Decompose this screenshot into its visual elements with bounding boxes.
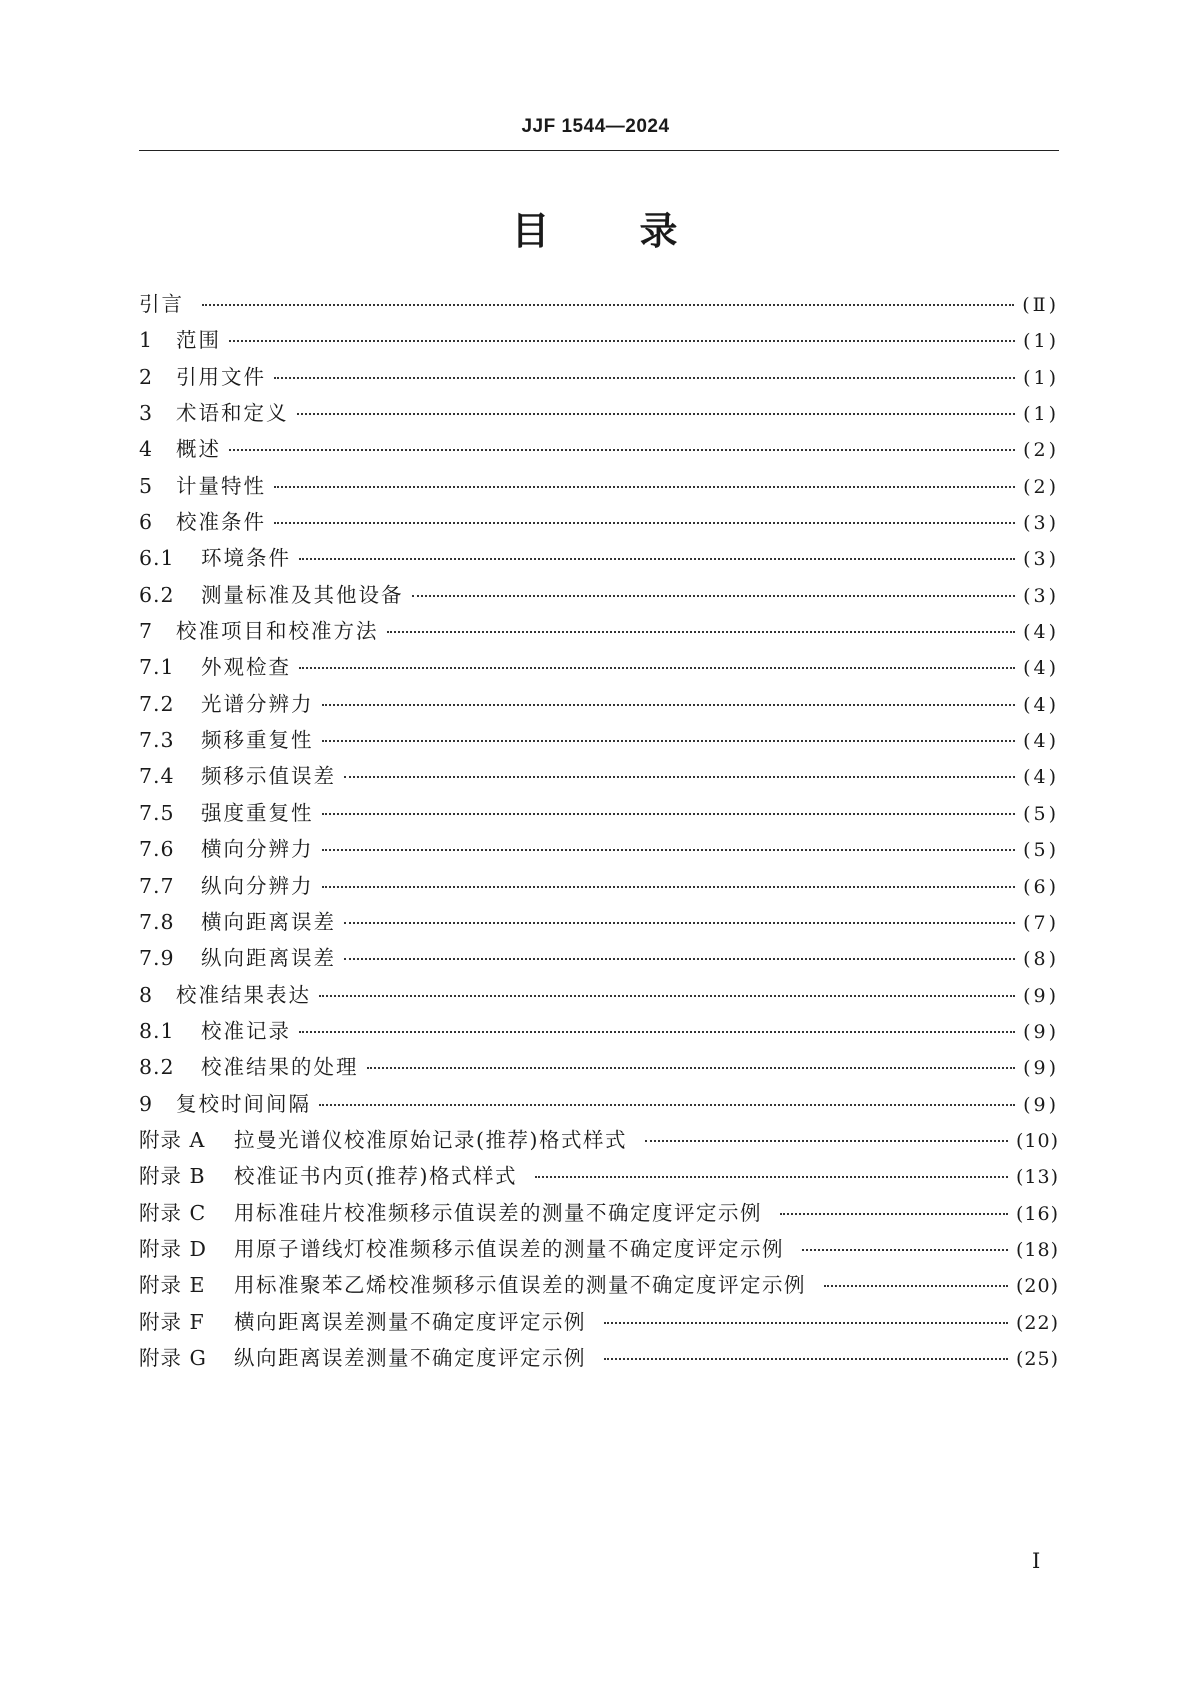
toc-entry[interactable] xyxy=(139,541,1059,577)
toc-entry-page: (3) xyxy=(1023,512,1059,535)
toc-entry-number: 5 xyxy=(139,473,154,498)
toc-entry-label: 引言 xyxy=(139,292,184,316)
toc-leader-dots xyxy=(229,449,1015,451)
toc-entry-label: 校准项目和校准方法 xyxy=(176,619,379,644)
toc-entry-number: 附录 G xyxy=(139,1345,207,1370)
toc-entry-label: 频移重复性 xyxy=(201,728,314,753)
toc-entry[interactable] xyxy=(139,1341,1059,1377)
toc-entry-label: 纵向距离误差测量不确定度评定示例 xyxy=(234,1345,586,1370)
toc-entry-page: (13) xyxy=(1015,1166,1059,1189)
toc-entry-number: 4 xyxy=(139,437,154,462)
toc-leader-dots xyxy=(604,1358,1008,1360)
toc-leader-dots xyxy=(604,1322,1008,1324)
toc-entry-number: 9 xyxy=(139,1091,154,1116)
toc-leader-dots xyxy=(319,1104,1015,1106)
toc-leader-dots xyxy=(297,413,1016,415)
toc-entry-number: 7 xyxy=(139,619,154,644)
toc-entry-label: 用标准聚苯乙烯校准频移示值误差的测量不确定度评定示例 xyxy=(234,1273,806,1298)
toc-entry-page: (2) xyxy=(1023,439,1059,462)
toc-entry-label: 环境条件 xyxy=(201,546,291,571)
toc-leader-dots xyxy=(367,1067,1016,1069)
toc-entry-page: (22) xyxy=(1015,1311,1059,1334)
toc-entry-number: 6.1 xyxy=(139,546,175,571)
toc-entry[interactable] xyxy=(139,614,1059,650)
toc-entry-number: 7.6 xyxy=(139,837,175,862)
toc-entry-page: (1) xyxy=(1023,330,1059,353)
toc-entry-label: 概述 xyxy=(176,437,221,462)
toc-entry-page: (4) xyxy=(1023,730,1059,753)
toc-entry[interactable] xyxy=(139,505,1059,541)
toc-entry[interactable] xyxy=(139,1196,1059,1232)
toc-entry-label: 纵向距离误差 xyxy=(201,946,336,971)
page-number: Ⅰ xyxy=(1032,1549,1041,1573)
toc-entry[interactable] xyxy=(139,323,1059,359)
toc-entry-number: 7.4 xyxy=(139,764,175,789)
toc-entry[interactable] xyxy=(139,432,1059,468)
toc-entry-page: (3) xyxy=(1023,548,1059,571)
toc-entry-label: 横向距离误差测量不确定度评定示例 xyxy=(234,1309,586,1334)
toc-entry-number: 附录 A xyxy=(139,1127,206,1152)
toc-leader-dots xyxy=(824,1285,1008,1287)
toc-entry-page: (9) xyxy=(1023,1020,1059,1043)
toc-entry[interactable] xyxy=(139,905,1059,941)
toc-entry-number: 8.1 xyxy=(139,1018,175,1043)
toc-entry-page: (1) xyxy=(1023,366,1059,389)
toc-entry[interactable] xyxy=(139,759,1059,795)
toc-leader-dots xyxy=(202,304,1014,306)
toc-entry[interactable] xyxy=(139,1050,1059,1086)
toc-entry[interactable] xyxy=(139,1268,1059,1304)
toc-entry-label: 拉曼光谱仪校准原始记录(推荐)格式样式 xyxy=(234,1127,627,1152)
toc-leader-dots xyxy=(322,849,1016,851)
toc-entry-page: (5) xyxy=(1023,839,1059,862)
toc-leader-dots xyxy=(344,776,1015,778)
toc-leader-dots xyxy=(274,377,1015,379)
toc-entry-page: (4) xyxy=(1023,766,1059,789)
toc-entry-number: 7.3 xyxy=(139,728,175,753)
toc-entry[interactable] xyxy=(139,978,1059,1014)
table-of-contents xyxy=(139,287,1059,1377)
toc-entry-number: 6.2 xyxy=(139,582,175,607)
toc-entry-label: 光谱分辨力 xyxy=(201,691,314,716)
toc-entry[interactable] xyxy=(139,1305,1059,1341)
toc-leader-dots xyxy=(535,1176,1008,1178)
toc-entry-label: 校准条件 xyxy=(176,510,266,535)
toc-entry-number: 6 xyxy=(139,510,154,535)
toc-entry-page: (Ⅱ) xyxy=(1022,294,1059,316)
toc-entry-number: 1 xyxy=(139,328,154,353)
toc-entry-number: 7.9 xyxy=(139,946,175,971)
toc-entry[interactable] xyxy=(139,1123,1059,1159)
toc-entry-page: (5) xyxy=(1023,802,1059,825)
toc-leader-dots xyxy=(322,704,1016,706)
toc-entry-label: 用标准硅片校准频移示值误差的测量不确定度评定示例 xyxy=(234,1200,762,1225)
toc-entry[interactable] xyxy=(139,687,1059,723)
toc-leader-dots xyxy=(229,340,1015,342)
toc-entry-page: (20) xyxy=(1015,1275,1059,1298)
toc-entry[interactable] xyxy=(139,1232,1059,1268)
toc-entry-page: (4) xyxy=(1023,657,1059,680)
toc-entry-page: (2) xyxy=(1023,475,1059,498)
toc-leader-dots xyxy=(387,631,1016,633)
toc-entry-number: 附录 E xyxy=(139,1273,206,1298)
title-char-right: 录 xyxy=(639,209,680,253)
toc-entry-page: (6) xyxy=(1023,875,1059,898)
toc-leader-dots xyxy=(344,922,1015,924)
toc-leader-dots xyxy=(299,667,1015,669)
toc-leader-dots xyxy=(274,486,1015,488)
toc-entry[interactable] xyxy=(139,469,1059,505)
toc-entry-number: 附录 D xyxy=(139,1236,207,1261)
toc-leader-dots xyxy=(802,1249,1008,1251)
toc-leader-dots xyxy=(412,595,1016,597)
title-char-left: 目 xyxy=(511,209,552,253)
toc-entry-page: (4) xyxy=(1023,693,1059,716)
toc-entry-number: 8.2 xyxy=(139,1055,175,1080)
toc-leader-dots xyxy=(322,886,1016,888)
document-code: JJF 1544—2024 xyxy=(521,116,670,137)
toc-entry-page: (9) xyxy=(1023,984,1059,1007)
toc-leader-dots xyxy=(299,558,1015,560)
toc-entry-label: 范围 xyxy=(176,328,221,353)
toc-entry-label: 横向分辨力 xyxy=(201,837,314,862)
toc-entry-number: 7.7 xyxy=(139,873,175,898)
toc-entry-label: 外观检查 xyxy=(201,655,291,680)
toc-entry-label: 强度重复性 xyxy=(201,800,314,825)
toc-entry-page: (9) xyxy=(1023,1093,1059,1116)
toc-entry-number: 3 xyxy=(139,401,154,426)
toc-leader-dots xyxy=(780,1213,1008,1215)
toc-entry-label: 频移示值误差 xyxy=(201,764,336,789)
toc-entry-number: 7.8 xyxy=(139,909,175,934)
toc-entry[interactable] xyxy=(139,1087,1059,1123)
toc-leader-dots xyxy=(344,958,1015,960)
toc-entry[interactable] xyxy=(139,287,1059,323)
toc-entry-number: 附录 B xyxy=(139,1164,206,1189)
toc-entry[interactable] xyxy=(139,941,1059,977)
toc-entry[interactable] xyxy=(139,723,1059,759)
toc-leader-dots xyxy=(645,1140,1008,1142)
toc-entry[interactable] xyxy=(139,869,1059,905)
toc-entry-page: (3) xyxy=(1023,584,1059,607)
toc-entry-number: 7.2 xyxy=(139,691,175,716)
toc-entry[interactable] xyxy=(139,396,1059,432)
toc-entry[interactable] xyxy=(139,360,1059,396)
toc-entry[interactable] xyxy=(139,578,1059,614)
toc-entry-number: 附录 C xyxy=(139,1200,207,1225)
toc-leader-dots xyxy=(274,522,1015,524)
toc-entry[interactable] xyxy=(139,1159,1059,1195)
toc-entry-label: 校准结果表达 xyxy=(176,982,311,1007)
toc-entry[interactable] xyxy=(139,1014,1059,1050)
toc-entry-label: 校准证书内页(推荐)格式样式 xyxy=(234,1164,517,1189)
toc-leader-dots xyxy=(322,740,1016,742)
toc-entry[interactable] xyxy=(139,796,1059,832)
toc-entry-label: 校准记录 xyxy=(201,1018,291,1043)
toc-entry-page: (1) xyxy=(1023,403,1059,426)
toc-entry-number: 7.1 xyxy=(139,655,175,680)
toc-entry-page: (18) xyxy=(1015,1238,1059,1261)
toc-entry-page: (25) xyxy=(1015,1347,1059,1370)
header-divider xyxy=(139,150,1059,151)
toc-entry-label: 引用文件 xyxy=(176,364,266,389)
toc-entry-number: 8 xyxy=(139,982,154,1007)
toc-entry-label: 横向距离误差 xyxy=(201,909,336,934)
toc-entry-label: 复校时间间隔 xyxy=(176,1091,311,1116)
toc-entry-label: 术语和定义 xyxy=(176,401,289,426)
toc-entry-page: (10) xyxy=(1015,1129,1059,1152)
toc-leader-dots xyxy=(322,813,1016,815)
toc-entry-number: 7.5 xyxy=(139,800,175,825)
toc-entry-page: (8) xyxy=(1023,948,1059,971)
toc-entry[interactable] xyxy=(139,832,1059,868)
toc-entry[interactable] xyxy=(139,650,1059,686)
toc-entry-label: 计量特性 xyxy=(176,473,266,498)
toc-entry-label: 测量标准及其他设备 xyxy=(201,582,404,607)
toc-entry-number: 附录 F xyxy=(139,1309,205,1334)
toc-entry-page: (7) xyxy=(1023,911,1059,934)
toc-entry-page: (4) xyxy=(1023,621,1059,644)
page-title xyxy=(0,200,1191,255)
toc-entry-label: 用原子谱线灯校准频移示值误差的测量不确定度评定示例 xyxy=(234,1236,784,1261)
toc-leader-dots xyxy=(319,995,1015,997)
toc-entry-page: (9) xyxy=(1023,1057,1059,1080)
toc-entry-label: 纵向分辨力 xyxy=(201,873,314,898)
toc-entry-page: (16) xyxy=(1015,1202,1059,1225)
toc-entry-number: 2 xyxy=(139,364,154,389)
toc-leader-dots xyxy=(299,1031,1015,1033)
toc-entry-label: 校准结果的处理 xyxy=(201,1055,359,1080)
